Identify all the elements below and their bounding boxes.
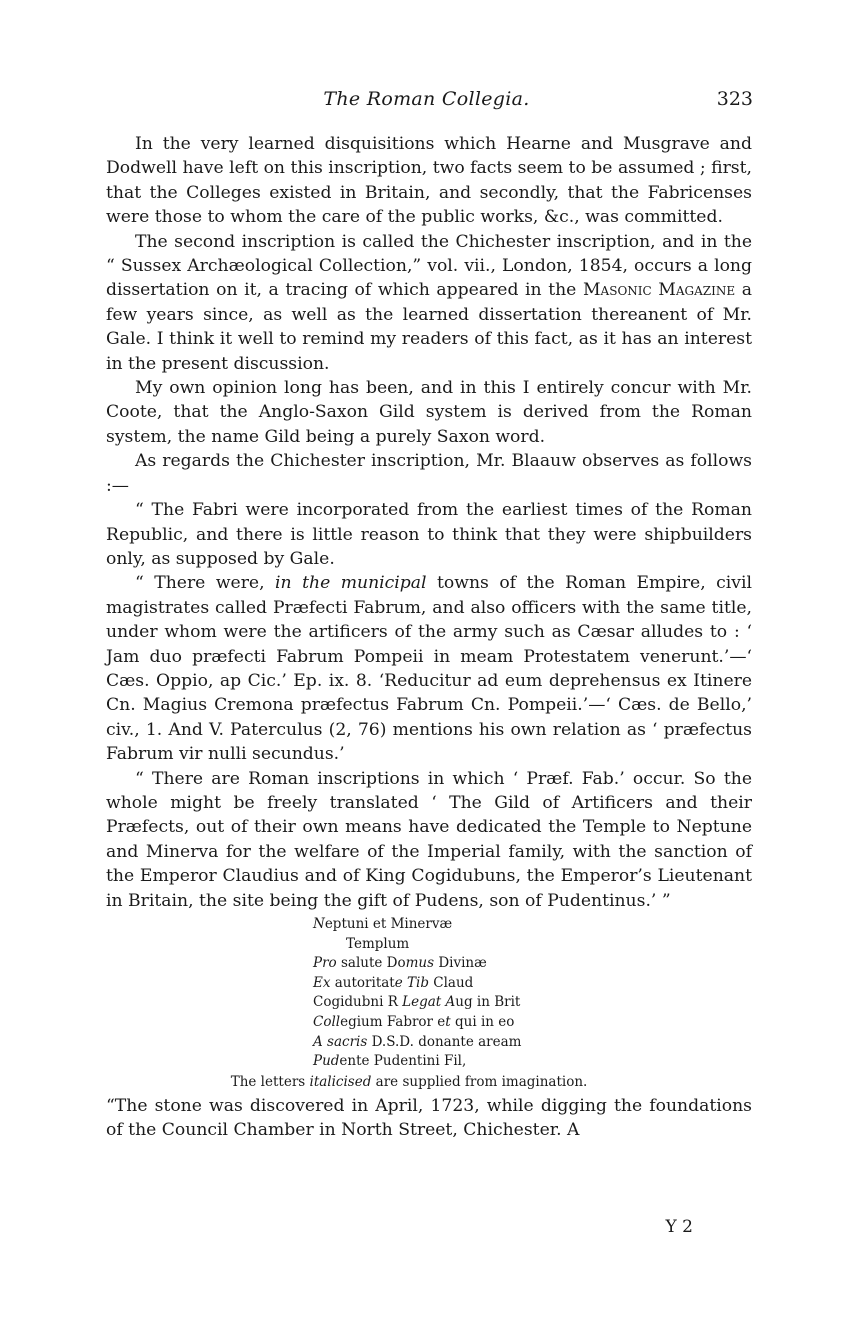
inscription-text: egium Fabror e — [340, 1013, 446, 1030]
paragraph-italic: in the municipal — [275, 573, 427, 594]
magazine-title: Masonic Magazine — [582, 280, 736, 301]
inscription-text: D.S.D. donante aream — [367, 1033, 522, 1050]
inscription-text: Templum — [346, 935, 410, 952]
note-italic: italicised — [309, 1073, 372, 1090]
note-text: The letters — [230, 1073, 310, 1090]
inscription-italic: e Tib — [394, 974, 429, 991]
paragraph: As regards the Chichester inscription, Mr. Blaauw observes as follows :— — [106, 451, 752, 496]
signature-mark: Y 2 — [665, 1217, 693, 1237]
inscription-note — [66, 1072, 752, 1092]
inscription-italic: Pro — [313, 955, 337, 972]
inscription-line — [313, 954, 752, 974]
inscription-italic: A sacris — [313, 1033, 368, 1050]
inscription-text: ug in Brit — [455, 994, 521, 1011]
inscription-line — [313, 1052, 752, 1072]
inscription-text: qui in eo — [450, 1013, 515, 1030]
note-text: are supplied from imagination. — [371, 1073, 588, 1090]
paragraph-text: towns of the Roman Empire, civil magistrates called Præfecti Fabrum, and also officers with the same title, under whom were the artificers of the army such as Cæsar alludes to : ‘ Jam duo præfecti Fabrum Pompeii in meam Protestatem venerunt.’—‘ Cæs. Oppio, ap Cic.’ Ep. ix. 8. ‘Reducitur ad eum deprehensus ex Itinere Cn. Magius Cremona præfectus Fabrum Cn. Pompeii.’—‘ Cæs. de Bello,’ civ., 1. And V. Paterculus (2, 76) mentions his own relation as ‘ præfectus Fabrum vir nulli secundus.’ — [106, 573, 752, 765]
inscription-text: Divinæ — [434, 955, 487, 972]
inscription-line — [313, 974, 752, 994]
paragraph: In the very learned disquisitions which Hearne and Musgrave and Dodwell have left on this inscription, two facts seem to be assumed ; first, that the Colleges existed in Britain, and secondly, that the Fabricenses were those to whom the care of the public works, &c., was committed. — [106, 134, 752, 228]
inscription-line — [313, 1013, 752, 1033]
inscription-italic: t — [445, 1013, 451, 1030]
paragraph: “The stone was discovered in April, 1723, while digging the foundations of the Council Chamber in North Street, Chichester. A — [106, 1095, 752, 1141]
paragraph: “ The Fabri were incorporated from the earliest times of the Roman Republic, and there is little reason to think that they were shipbuilders only, as supposed by Gale. — [106, 500, 752, 569]
inscription — [313, 915, 752, 1072]
inscription-italic: mus — [405, 955, 435, 972]
inscription-line — [313, 915, 752, 935]
inscription-text: Claud — [428, 974, 474, 991]
inscription-italic: Legat — [402, 994, 442, 1011]
paragraph — [106, 571, 752, 766]
inscription-line — [313, 993, 752, 1013]
inscription-text: autoritat — [330, 974, 395, 991]
paragraph: “ There are Roman inscriptions in which ‘ Præf. Fab.’ occur. So the whole might be freely translated ‘ The Gild of Artificers and their Præfects, out of their own means have dedicated the Temple to Neptune and Minerva for the welfare of the Imperial family, with the sanction of the Emperor Claudius and of King Cogidubuns, the Emperor’s Lieutenant in Britain, the site being the gift of Pudens, son of Pudentinus.’ ” — [106, 768, 752, 911]
inscription-italic: Pud — [313, 1053, 340, 1070]
inscription-text: ente Pudentini Fil, — [339, 1053, 467, 1070]
paragraph-text: a few years since, as well as the learned dissertation thereanent of Mr. Gale. I think it well to remind my readers of this fact, as it has an interest in the present discussion. — [106, 280, 752, 374]
running-header — [0, 88, 853, 114]
running-title: The Roman Collegia. — [323, 88, 530, 110]
paragraph-text: “ There were, — [135, 573, 276, 594]
inscription-text: salute Do — [336, 955, 406, 972]
inscription-text: eptuni et Minervæ — [324, 916, 453, 932]
paragraph: My own opinion long has been, and in this I entirely concur with Mr. Coote, that the Anglo-Saxon Gild system is derived from the Roman system, the name Gild being a purely Saxon word. — [106, 378, 752, 447]
paragraph-text: The second inscription is called the Chichester inscription, and in the “ Sussex Archæological Collection,” vol. vii., London, 1854, occurs a long dissertation on it, a tracing of which appeared in the — [106, 231, 752, 301]
inscription-italic: Coll — [313, 1013, 341, 1030]
body-text — [106, 132, 752, 1143]
page-number: 323 — [716, 88, 753, 110]
inscription-line — [313, 935, 752, 955]
inscription-italic: A — [445, 994, 456, 1011]
inscription-italic: Ex — [313, 974, 331, 991]
paragraph — [106, 230, 752, 376]
inscription-line — [313, 1033, 752, 1053]
inscription-italic: N — [313, 916, 325, 932]
inscription-text: Cogidubni R — [313, 994, 403, 1011]
